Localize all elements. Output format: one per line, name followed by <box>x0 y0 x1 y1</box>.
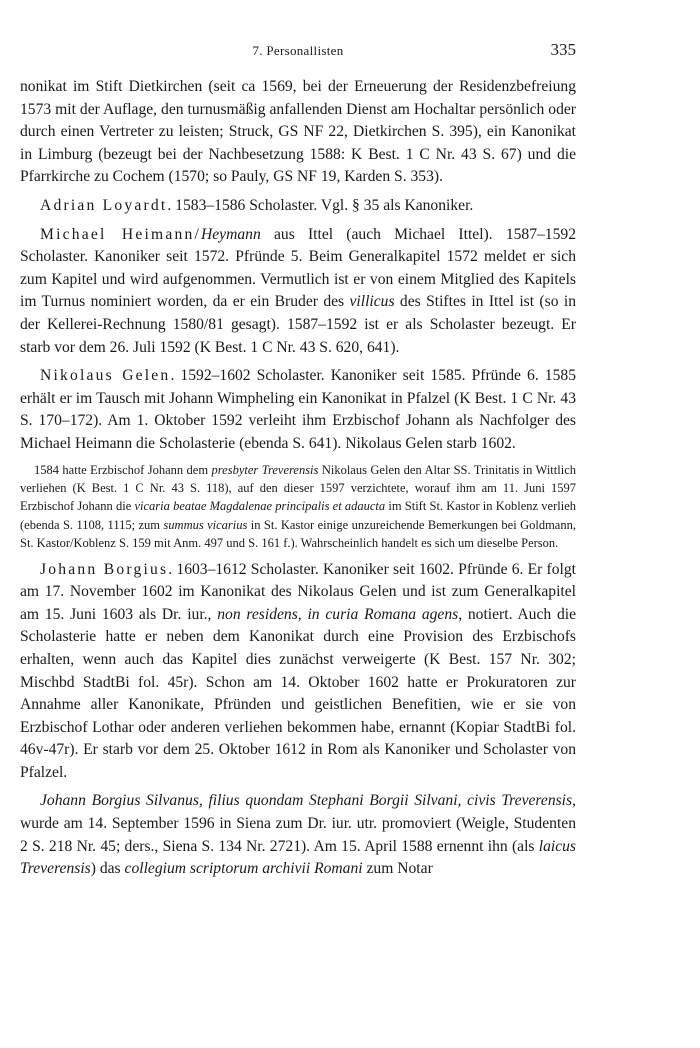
entry-adrian-loyardt <box>20 195 576 218</box>
person-name-variant: Heymann <box>201 225 261 243</box>
latin-term: laicus Treverensis <box>20 837 576 878</box>
latin-term: villicus <box>349 293 395 311</box>
page-header <box>20 40 576 62</box>
paragraph-text: zum Notar <box>362 860 433 878</box>
note-text: 1584 hatte Erzbischof Johann dem <box>34 462 212 477</box>
paragraph-text: nonikat im Stift Dietkirchen (seit ca 1569, bei der Erneuerung der Residenzbefreiung 1573 mit der Auflage, den turnusmäßig anfallenden Dienst am Hochaltar persönlich oder durch einen Vertreter zu leisten; Struck, GS NF 22, Dietkirchen S. 395), ein Kanonikat in Limburg (bezeugt bei der Nachbesetzung 1588: K Best. 1 C Nr. 43 S. 67) und die Pfarrkirche zu Cochem (1570; so Pauly, GS NF 19, Karden S. 353). <box>20 78 576 186</box>
latin-term: non residens, in curia Romana agens <box>217 605 459 623</box>
paragraph-text: , wurde am 14. September 1596 in Siena zum Dr. iur. utr. promoviert (Weigle, Studenten 2 S. 218 Nr. 45; ders., Siena S. 134 Nr. 2721). Am 15. April 1588 ernennt ihn (als <box>20 792 576 855</box>
paragraph-borgius-silvanus <box>20 790 576 880</box>
entry-text: aus Ittel (auch Michael Ittel). 1587–1592 Scholaster. Kanoniker seit 1572. Pfründe 5. Beim Generalkapitel 1572 meldet er sich zum Kapitel und wird aufgenommen. Vermutlich ist er von einem Mitglied des Kapitels im Turnus nominiert worden, da er ein Bruder des <box>20 225 576 311</box>
entry-text: . 1583–1586 Scholaster. Vgl. § 35 als Kanoniker. <box>167 196 474 214</box>
latin-term: collegium scriptorum archivii Romani <box>124 860 363 878</box>
person-name: Michael Heimann/ <box>40 225 201 243</box>
latin-term: vicaria beatae Magdalenae principalis et adaucta <box>134 499 386 514</box>
latin-term: summus vicarius <box>163 517 248 532</box>
entry-text: des Stiftes in Ittel ist (so in der Kellerei-Rechnung 1580/81 gesagt). 1587–1592 ist er als Scholaster bezeugt. Er starb vor dem 26. Juli 1592 (K Best. 1 C Nr. 43 S. 620, 641). <box>20 293 576 356</box>
page-body <box>20 76 576 881</box>
entry-text: . 1603–1612 Scholaster. Kanoniker seit 1602. Pfründe 6. Er folgt am 17. November 1602 im Kanonikat des Nikolaus Gelen und ist zum Generalkapitel am 15. Juni 1603 als Dr. iur., <box>20 560 576 623</box>
small-print-note <box>20 461 576 553</box>
note-text: Nikolaus Gelen den Altar SS. Trinitatis in Wittlich verliehen (K Best. 1 C Nr. 43 S. 118), auf den dieser 1597 verzichtete, worauf ihm am 11. Juni 1597 Erzbischof Johann die <box>20 462 576 514</box>
entry-text: , notiert. Auch die Scholasterie hatte er neben dem Kanonikat durch eine Provision des Erzbischofs erhalten, wenn auch das Kapitel dies zunächst verweigerte (K Best. 157 Nr. 302; Mischbd StadtBi fol. 45r). Schon am 14. Oktober 1602 hatte er Prokuratoren zur Annahme aller Kanonikate, Pfründen und geistlichen Benefitien, wie er sie von Erzbischof Lothar oder anderen verliehen bekommen habe, ernannt (Kopiar StadtBi fol. 46v-47r). Er starb vor dem 25. Oktober 1612 in Rom als Kanoniker und Scholaster von Pfalzel. <box>20 605 576 781</box>
note-text: in St. Kastor einige unzureichende Bemerkungen bei Goldmann, St. Kastor/Koblenz S. 159 mit Anm. 497 und S. 161 f.). Wahrscheinlich handelt es sich um dieselbe Person. <box>20 517 576 551</box>
paragraph-text: ) das <box>90 860 125 878</box>
person-name: Johann Borgius <box>40 560 169 578</box>
paragraph-continuation <box>20 76 576 189</box>
entry-text: . 1592–1602 Scholaster. Kanoniker seit 1585. Pfründe 6. 1585 erhält er im Tausch mit Johann Wimpheling ein Kanonikat in Pfalzel (K Best. 1 C Nr. 43 S. 170–172). Am 1. Oktober 1592 verleiht ihm Erzbischof Johann als Nachfolger des Michael Heimann die Scholasterie (ebenda S. 641). Nikolaus Gelen starb 1602. <box>20 367 576 452</box>
page-number: 335 <box>550 40 576 59</box>
latin-quote: Johann Borgius Silvanus, filius quondam Stephani Borgii Silvani, civis Treverensis <box>40 792 573 810</box>
entry-nikolaus-gelen <box>20 365 576 455</box>
entry-michael-heimann <box>20 224 576 360</box>
latin-term: presbyter Treverensis <box>211 462 319 477</box>
person-name: Adrian Loyardt <box>40 196 168 214</box>
entry-johann-borgius <box>20 559 576 785</box>
running-title: 7. Personallisten <box>252 43 344 58</box>
person-name: Nikolaus Gelen <box>40 367 171 385</box>
note-text: im Stift St. Kastor in Koblenz verlieh (ebenda S. 1108, 1115; zum <box>20 499 577 532</box>
